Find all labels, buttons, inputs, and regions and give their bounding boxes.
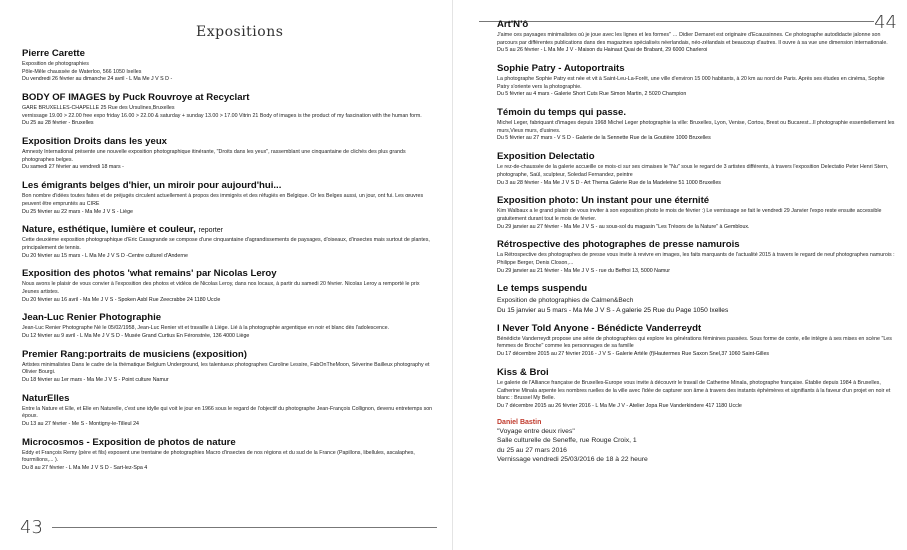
exhibition-text: Jean-Luc Renier Photographe Né le 05/02/1958, Jean-Luc Renier vit et travaille à Liège. Lié à la photographie argentique en noir et blanc dès l'adolescence.: [22, 325, 390, 332]
exhibition-text: GARE BRUXELLES-CHAPELLE 25 Rue des Ursulines,Bruxelles: [22, 105, 175, 112]
left-column: [22, 48, 437, 481]
exhibition-date: Du 15 janvier au 5 mars - Ma Me J V S - A galerie 25 Rue du Page 1050 Ixelles: [497, 306, 729, 314]
exhibition-entry: [497, 367, 897, 411]
exhibition-title: Art'N'ô: [497, 19, 529, 30]
exhibition-date: Du vendredi 26 février au dimanche 24 avril - L Ma Me J V S D -: [22, 76, 173, 83]
exhibition-text: La photographe Sophie Patry est née et vit à Saint-Leu-La-Forêt, une ville d'environ 15 000 habitants, à 20 km au nord de Paris. Après ses études en cinéma, Sophie Patry s'oriente vers la photographie.: [497, 76, 885, 90]
exhibition-title: Exposition des photos 'what remains' par Nicolas Leroy: [22, 268, 277, 280]
exhibition-title: I Never Told Anyone - Bénédicte Vanderreydt: [497, 322, 702, 334]
exhibition-date: Du samedi 27 février au vendredi 18 mars -: [22, 164, 124, 171]
exhibition-text: "Voyage entre deux rives": [497, 427, 575, 435]
exhibition-title: Exposition photo: Un instant pour une éternité: [497, 195, 710, 207]
exhibition-title: NaturElles: [22, 392, 70, 404]
exhibition-text: La Rétrospective des photographes de presse vous invite à revivre en images, les faits marquants de l'actualité 2015 à travers le regard de neuf photographes namurois : Philippe Berger, Denis Closon,...: [497, 252, 895, 266]
exhibition-entry: [22, 437, 437, 473]
exhibition-date: Du 25 février au 22 mars - Ma Me J V S - Liège: [22, 208, 133, 215]
exhibition-date: Du 25 au 28 février - Bruxelles: [22, 120, 94, 127]
exhibition-date: Du 7 décembre 2015 au 26 février 2016 - L Ma Me J V - Atelier Jopa Rue Vanderkindere 417 1180 Uccle: [497, 402, 742, 409]
exhibition-entry: [497, 239, 897, 275]
exhibition-entry: [22, 136, 437, 172]
exhibition-entry: [497, 151, 897, 187]
exhibition-date: Du 20 février au 15 mars - L Ma Me J V S D -Centre culturel d'Anderne: [22, 252, 188, 259]
exhibition-entry: [497, 283, 897, 314]
exhibition-text: Bénédicte Vanderreydt propose une série de photographies qui explore les générations féminines passées. Sous forme de conte, elle intègre à ses mises en scène "Les femmes de Broche" comme les personnages de sa famille: [497, 335, 892, 350]
exhibition-text: Le rez-de-chaussée de la galerie accueille ce mois-ci sur ses cimaises le "Nu" sous le regard de 3 artistes différents, à travers l'exposition Delectatio Peter Henri Stern, photographe, Saül, sculpteur, Soledad Fernandez, peintre: [497, 164, 889, 178]
exhibition-entry: [497, 19, 897, 55]
right-page: [453, 0, 907, 550]
exhibition-title: Microcosmos - Exposition de photos de nature: [22, 436, 236, 448]
exhibition-entry: [497, 63, 897, 99]
exhibition-text: Kim Walbaux a le grand plaisir de vous inviter à son exposition photo le mois de février :) Le vernissage se fait le vendredi 29 Janvier l'expo reste ensuite accessible gratuitement durant tout le mois de février.: [497, 208, 882, 222]
footer-rule: [52, 527, 437, 528]
exhibition-text: Eddy et François Remy (père et fils) exposent une trentaine de photographies Macro d'insectes de nos régions et du sud de la France (Papillons, libellules, ascalaphes, fourmilions,... ).: [22, 449, 415, 464]
exhibition-title: BODY OF IMAGES by Puck Rouvroye at Recyclart: [22, 92, 250, 104]
exhibition-date: Du 3 au 28 février - Ma Me J V S D - Art Thema Galerie Rue de la Madeleine 51 1000 Bruxelles: [497, 179, 721, 186]
exhibition-entry: [497, 195, 897, 231]
exhibition-date: Du 5 février au 4 mars - Galerie Short Cuts Rue Simon Martin, 2 5020 Champion: [497, 91, 687, 98]
exhibition-text: Exposition de photographies: [22, 61, 89, 68]
right-column: [497, 19, 897, 473]
exhibition-text: Bon nombre d'idées toutes faites et de préjugés circulent actuellement à propos des immigrés et des réfugiés en Belgique. Or les Belges aussi, un jour, ont fui. Les œuvres peuvent être empruntés au CIRE: [22, 193, 424, 207]
exhibition-entry: [22, 180, 437, 216]
exhibition-text: Amnesty International présente une nouvelle exposition photographique itinérante, "Droits dans les yeux", rassemblant une cinquantaine de clichés des plus grands photographes belges.: [22, 149, 406, 163]
exhibition-text: Le galerie de l'Alliance française de Bruxelles-Europe vous invite à découvrir le travail de Catherine Minala, photographe française. Établie depuis 1984 à Bruxelles, Catherine Minala arpente les nombres ruelles de la ville avec l'idée de capturer son âme à travers des instants éphémères et signifiants à la faveur d'un projet en noir et blanc : Brussel My Belle.: [497, 379, 891, 402]
exhibition-title: [22, 224, 437, 235]
exhibition-text: Cette deuxième exposition photographique d'Eric Casagrande se compose d'une cinquantaine d'agrandissements de paysages, d'oiseaux, d'insectes mais surtout de plantes, principalement de tennis.: [22, 237, 430, 251]
exhibition-text: du 25 au 27 mars 2016: [497, 446, 567, 454]
exhibition-text: vernissage 19.00 > 22.00 free expo friday 16.00 > 22.00 & saturday + sunday 13.00 > 17.00 Vitrin 21 Body of images is the product of my fascination with the human form.: [22, 112, 422, 119]
exhibition-date: Du 17 décembre 2015 au 27 février 2016 - J V S - Galerie Artéle (f)Hautermes Rue Saxon Snel,37 1060 Saint-Gilles: [497, 351, 770, 358]
exhibition-text: Salle culturelle de Seneffe, rue Rouge Croix, 1: [497, 437, 637, 445]
exhibition-title: Pierre Carette: [22, 48, 85, 59]
exhibition-entry: [22, 224, 437, 260]
exhibition-entry: [22, 268, 437, 304]
exhibition-entry: [22, 312, 437, 340]
left-page: [0, 0, 453, 550]
page-number: 44: [874, 12, 897, 33]
exhibition-text: Exposition de photographies de Calmen&Bech: [497, 297, 634, 305]
exhibition-title: Sophie Patry - Autoportraits: [497, 63, 625, 75]
exhibition-date: Du 8 au 27 février - L Ma Me J V S D - Sart-lez-Spa 4: [22, 465, 148, 472]
exhibition-entry: [22, 48, 437, 84]
artist-name: Daniel Bastin: [497, 418, 542, 426]
exhibition-date: Du 29 janvier au 27 février - Ma Me J V S - au sous-sol du magasin "Les Trésors de la Nature" à Gembloux.: [497, 223, 750, 230]
section-title: Expositions: [196, 24, 284, 40]
exhibition-title: Le temps suspendu: [497, 283, 588, 295]
exhibition-text: Artistes minimalistes Dans le cadre de la thématique Belgium Underground, les talentueux photographes Caroline Lessire, FabOnTheMoon, Séverine Bailleux photography et Olivier Bourgi.: [22, 361, 430, 376]
exhibition-title: Kiss & Broi: [497, 366, 549, 378]
exhibition-entry: [22, 349, 437, 385]
exhibition-text: J'aime ces paysages minimalistes où je joue avec les lignes et les formes" … Didier Demaret est originaire d'Ecaussinnes. Ce photographe autodidacte jalonne son parcours par différentes publications dans des magazines spécialisés néerlandais, néo-zélandais et beaucoup d'autres. Il ouvre à sa vue une dimension internationale.: [497, 32, 888, 46]
exhibition-text: Entre la Nature et Elle, et Elle en Naturelle, c'est une idylle qui voit le jour en 1966 sous le regard de l'objectif du photographe Jean-François Collignon, devenu entretemps son époux.: [22, 405, 433, 420]
exhibition-title-main: Nature, esthétique, lumière et couleur,: [22, 224, 196, 236]
exhibition-entry: [497, 419, 897, 465]
exhibition-date: Du 5 février au 27 mars - V S D - Galerie de la Sennette Rue de la Goutière 1000 Bruxelles: [497, 135, 711, 142]
exhibition-entry: [22, 393, 437, 429]
exhibition-date: Du 12 février au 9 avril - L Ma Me J V S D - Musée Grand Curtius En Féronstrée, 136 4000 Liège: [22, 333, 250, 339]
exhibition-entry: [497, 323, 897, 359]
exhibition-text: Nous avons le plaisir de vous convier à l'exposition des photos et vidéos de Nicolas Leroy, dans nos locaux, à partir du samedi 20 février. Nicolas Leroy a remporté le prix Jeunes artistes.: [22, 281, 420, 295]
exhibition-title: Exposition Delectatio: [497, 151, 595, 163]
page-number: 43: [20, 517, 43, 538]
exhibition-title: Les émigrants belges d'hier, un miroir pour aujourd'hui...: [22, 180, 282, 192]
exhibition-entry: [497, 107, 897, 143]
exhibition-text: Michel Leger, fabriquant d'images depuis 1968 Michel Leger photographie la ville: Bruxelles, Lyon, Venise, Cortou, Brest ou Bucarest...Il photographie essentiellement les murs,Vieux murs, d'usines.: [497, 120, 895, 134]
exhibition-title: Premier Rang:portraits de musiciens (exposition): [22, 348, 247, 360]
exhibition-text: Pôle-Mêle chaussée de Waterloo, 566 1050 Ixelles: [22, 68, 142, 75]
exhibition-title: Témoin du temps qui passe.: [497, 107, 627, 119]
exhibition-title-suffix: reporter: [198, 227, 223, 235]
exhibition-title: Jean-Luc Renier Photographie: [22, 312, 162, 324]
exhibition-date: Du 5 au 26 février - L Ma Me J V - Maison du Hainaut Quai de Brabant, 29 6000 Charleroi: [497, 47, 708, 54]
exhibition-date: Du 20 février au 16 avril - Ma Me J V S - Spoken Asbl Rue Zeecrabbe 24 1180 Uccle: [22, 296, 221, 303]
exhibition-date: Du 13 au 27 février - Me S - Montigny-le-Tilleul 24: [22, 421, 139, 428]
exhibition-date: Du 18 février au 1er mars - Ma Me J V S - Point culture Namur: [22, 377, 169, 384]
exhibition-date: Du 29 janvier au 21 février - Ma Me J V S - rue du Beffroi 13, 5000 Namur: [497, 267, 671, 274]
exhibition-title: Exposition Droits dans les yeux: [22, 136, 168, 148]
exhibition-title: Rétrospective des photographes de presse namurois: [497, 239, 740, 251]
exhibition-entry: [22, 92, 437, 128]
exhibition-text: Vernissage vendredi 25/03/2016 de 18 à 22 heure: [497, 456, 648, 464]
